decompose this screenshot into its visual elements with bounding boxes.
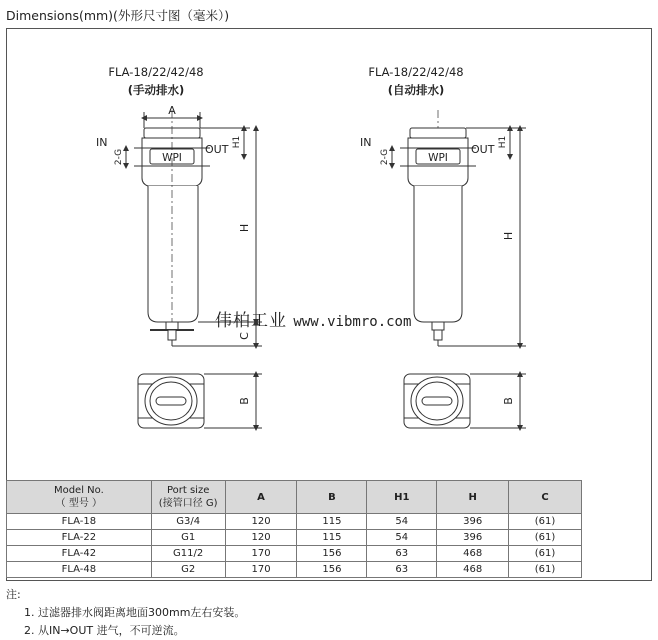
cell: G3/4 [151, 514, 225, 530]
cell: 63 [367, 546, 437, 562]
left-brand-label: WPI [162, 152, 182, 164]
header-b: B [297, 481, 367, 514]
cell: 120 [225, 530, 297, 546]
right-in-label: IN [360, 136, 372, 149]
right-drain-label: (自动排水) [387, 83, 445, 97]
cell: (61) [509, 514, 582, 530]
cell: 170 [225, 546, 297, 562]
cell: G2 [151, 562, 225, 578]
header-model: Model No. （ 型号 ） [7, 481, 152, 514]
cell: (61) [509, 530, 582, 546]
right-brand-label: WPI [428, 152, 448, 164]
right-dim-h1: H1 [498, 135, 508, 149]
right-dim-2g: 2-G [380, 148, 390, 166]
left-dim-2g: 2-G [114, 148, 124, 166]
table-header-row [7, 481, 582, 514]
cell: FLA-18 [7, 514, 152, 530]
table-row [7, 546, 582, 562]
cell: 63 [367, 562, 437, 578]
left-dim-a: A [168, 104, 176, 117]
header-port-size: Port size (接管口径 G) [151, 481, 225, 514]
cell: 156 [297, 562, 367, 578]
cell: G11/2 [151, 546, 225, 562]
cell: (61) [509, 562, 582, 578]
cell: 115 [297, 514, 367, 530]
left-model-label: FLA-18/22/42/48 [108, 65, 204, 79]
header-h1: H1 [367, 481, 437, 514]
watermark [215, 306, 411, 331]
cell: (61) [509, 546, 582, 562]
header-h: H [437, 481, 509, 514]
table-row [7, 514, 582, 530]
cell: G1 [151, 530, 225, 546]
right-model-label: FLA-18/22/42/48 [368, 65, 464, 79]
watermark-cn: 伟柏工业 [215, 311, 287, 331]
spec-table [6, 480, 582, 578]
right-dim-h: H [502, 231, 515, 241]
cell: 396 [437, 530, 509, 546]
cell: 468 [437, 562, 509, 578]
cell: 120 [225, 514, 297, 530]
left-out-label: OUT [205, 143, 229, 156]
left-dim-h: H [238, 223, 251, 233]
cell: 54 [367, 514, 437, 530]
left-drain-label: (手动排水) [127, 83, 185, 97]
cell: 170 [225, 562, 297, 578]
cell: 396 [437, 514, 509, 530]
left-in-label: IN [96, 136, 108, 149]
header-c: C [509, 481, 582, 514]
right-filter-drawing [360, 65, 526, 428]
left-dim-c: C [238, 332, 251, 340]
notes [6, 586, 245, 640]
cell: 468 [437, 546, 509, 562]
left-filter-drawing [96, 65, 262, 428]
table-row [7, 530, 582, 546]
cell: 54 [367, 530, 437, 546]
cell: 156 [297, 546, 367, 562]
cell: 115 [297, 530, 367, 546]
right-out-label: OUT [471, 143, 495, 156]
note-item: 1. 过滤器排水阀距离地面300mm左右安装。 [24, 606, 246, 619]
watermark-url: www.vibmro.com [293, 314, 412, 330]
notes-label: 注: [6, 588, 21, 601]
left-dim-b: B [238, 397, 251, 405]
cell: FLA-42 [7, 546, 152, 562]
page-title: Dimensions(mm)(外形尺寸图（毫米）) [6, 8, 230, 23]
header-a: A [225, 481, 297, 514]
left-dim-h1: H1 [232, 135, 242, 149]
table-row [7, 562, 582, 578]
cell: FLA-48 [7, 562, 152, 578]
cell: FLA-22 [7, 530, 152, 546]
right-dim-b: B [502, 397, 515, 405]
note-item: 2. 从IN→OUT 进气，不可逆流。 [24, 624, 185, 637]
